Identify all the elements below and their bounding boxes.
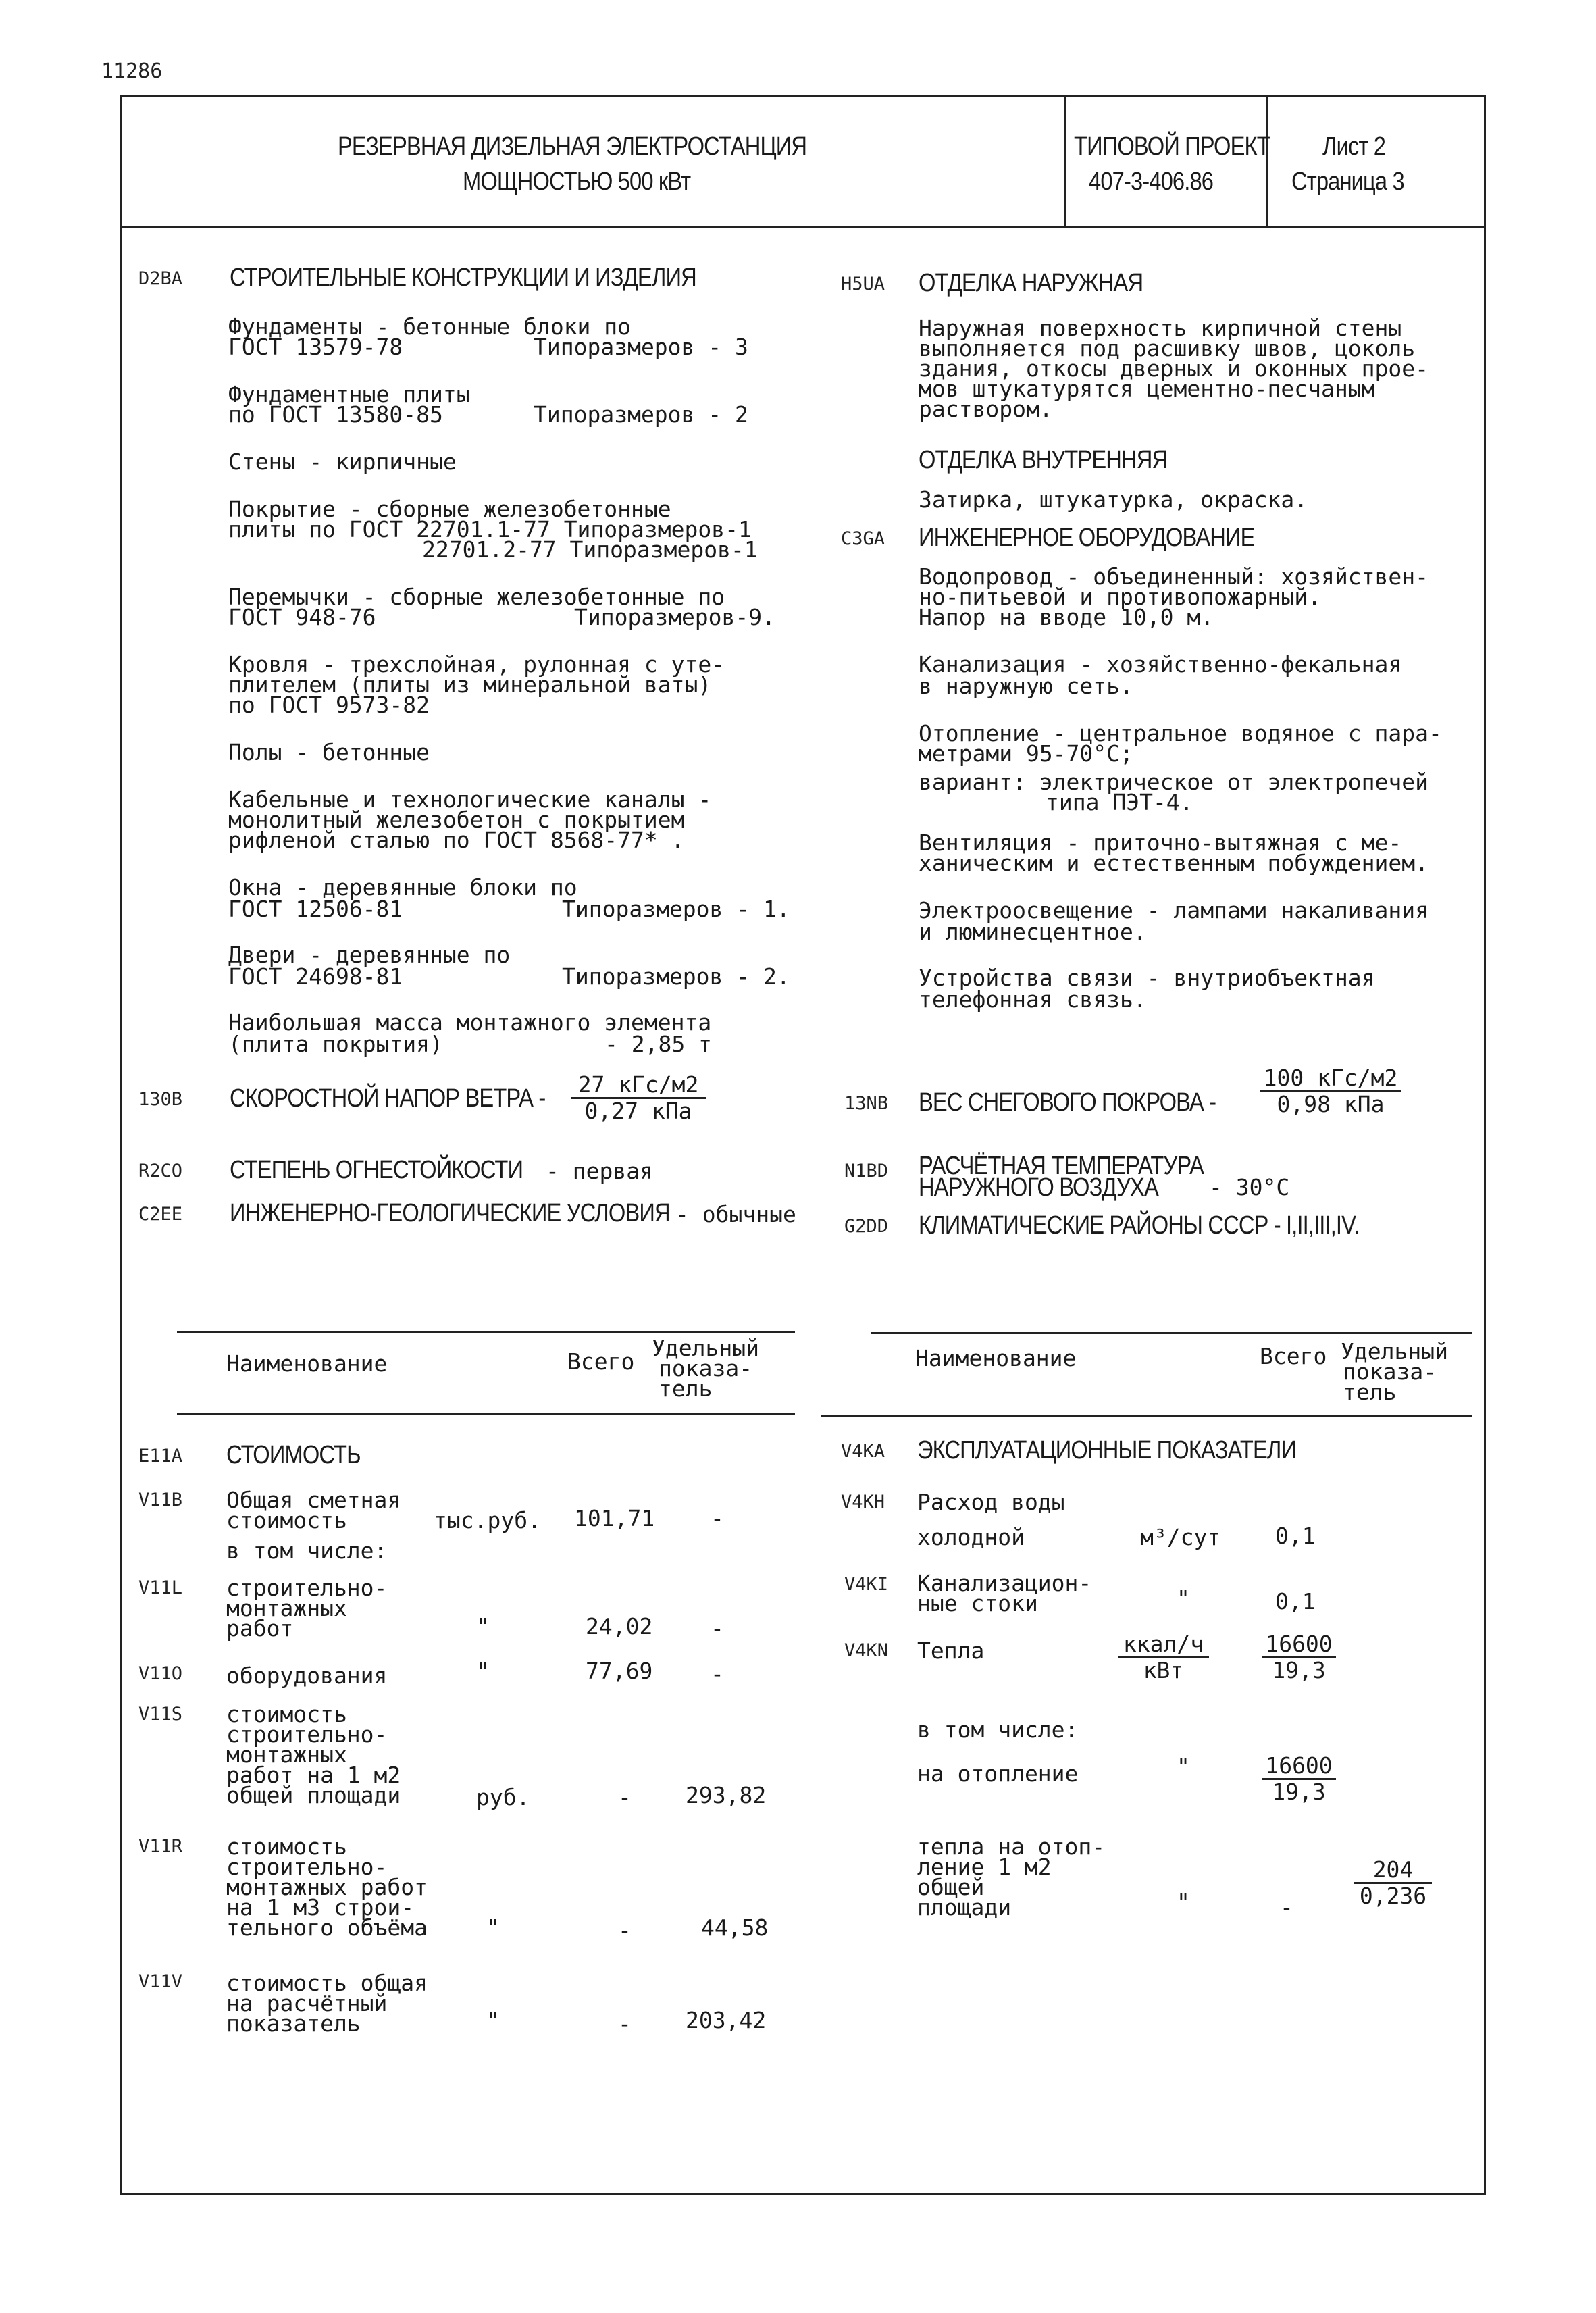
- row3-name: оборудования: [226, 1662, 388, 1689]
- snow-denominator: 0,98 кПа: [1277, 1091, 1385, 1117]
- row2-total: 24,02: [586, 1613, 653, 1640]
- project-label: ТИПОВОЙ ПРОЕКТ: [1074, 132, 1270, 161]
- code-temperature: N1BD: [844, 1161, 889, 1181]
- fraction-heating-total: [1262, 1752, 1336, 1805]
- sheet-number: Лист 2: [1322, 132, 1386, 161]
- text-light-2: и люминесцентное.: [919, 919, 1147, 945]
- text-foundations-1: Фундаменты - бетонные блоки по: [228, 313, 632, 340]
- page-number: Страница 3: [1291, 168, 1404, 196]
- code-wind: 130B: [138, 1089, 183, 1110]
- text-vent-1: Вентиляция - приточно-вытяжная с ме-: [919, 830, 1402, 856]
- row-incl-right: в том числе:: [917, 1717, 1079, 1743]
- label-snow: ВЕС СНЕГОВОГО ПОКРОВА -: [919, 1088, 1216, 1117]
- text-cable-2: монолитный железобетон с покрытием: [228, 807, 685, 833]
- text-doors-sizes: Типоразмеров - 2.: [562, 963, 790, 990]
- heat-m2-spec-denominator: 0,236: [1359, 1883, 1427, 1909]
- water-use-name-2: холодной: [917, 1524, 1025, 1550]
- text-doors-1: Двери - деревянные по: [228, 942, 511, 968]
- text-water-1: Водопровод - объединенный: хозяйствен-: [919, 563, 1428, 590]
- label-geology: ИНЖЕНЕРНО-ГЕОЛОГИЧЕСКИЕ УСЛОВИЯ: [230, 1199, 670, 1227]
- row5-total: -: [618, 1917, 632, 1943]
- text-mass-2: (плита покрытия): [228, 1031, 443, 1057]
- heat-m2-total: -: [1280, 1894, 1293, 1921]
- text-foundations-2-sizes: Типоразмеров - 2: [534, 401, 748, 428]
- text-inner: Затирка, штукатурка, окраска.: [919, 486, 1308, 513]
- wind-denominator: 0,27 кПа: [584, 1098, 692, 1124]
- heat-m2-unit: ": [1177, 1889, 1190, 1915]
- table-right-header-spec-1: Удельный: [1341, 1338, 1448, 1365]
- code-geology: C2EE: [138, 1204, 183, 1225]
- text-walls: Стены - кирпичные: [228, 449, 457, 475]
- row3-total: 77,69: [586, 1658, 653, 1684]
- row1-spec: -: [711, 1505, 724, 1531]
- text-roofing-1: Покрытие - сборные железобетонные: [228, 496, 671, 522]
- header-divider: [120, 226, 1486, 228]
- heat-m2-name-3: общей: [917, 1874, 985, 1900]
- text-sewer-1: Канализация - хозяйственно-фекальная: [919, 651, 1402, 678]
- snow-numerator: 100 кГс/м2: [1260, 1067, 1401, 1092]
- text-heating-3: вариант: электрическое от электропечей: [919, 769, 1428, 795]
- row3-unit: ": [476, 1658, 490, 1684]
- header-title-line1: РЕЗЕРВНАЯ ДИЗЕЛЬНАЯ ЭЛЕКТРОСТАНЦИЯ: [338, 132, 807, 161]
- text-lintels-sizes: Типоразмеров-9.: [574, 604, 776, 630]
- heating-total-numerator: 16600: [1262, 1755, 1336, 1780]
- text-water-3: Напор на вводе 10,0 м.: [919, 604, 1214, 630]
- heat-unit-denominator: кВт: [1143, 1657, 1184, 1683]
- value-geology: - обычные: [675, 1201, 796, 1227]
- code-outer-finish: H5UA: [841, 274, 885, 295]
- text-roof-3: по ГОСТ 9573-82: [228, 692, 430, 718]
- row1-unit: тыс.руб.: [434, 1507, 541, 1533]
- table-left-header-spec-1: Удельный: [652, 1335, 759, 1361]
- frame-left: [120, 95, 122, 2195]
- frame-top: [120, 95, 1486, 97]
- text-mass-value: - 2,85 т: [604, 1031, 712, 1057]
- section-title-inner-finish: ОТДЕЛКА ВНУТРЕННЯЯ: [919, 446, 1168, 474]
- code-cost-row5: V11R: [138, 1836, 183, 1857]
- row4-name-2: строительно-: [226, 1721, 388, 1748]
- row1-total: 101,71: [574, 1505, 655, 1531]
- label-wind: СКОРОСТНОЙ НАПОР ВЕТРА -: [230, 1084, 546, 1113]
- row5-unit: ": [486, 1914, 500, 1941]
- section-title-constructions: СТРОИТЕЛЬНЫЕ КОНСТРУКЦИИ И ИЗДЕЛИЯ: [230, 263, 696, 292]
- code-operations: V4KA: [841, 1441, 885, 1462]
- sewage-unit: ": [1177, 1585, 1190, 1611]
- text-outer-3: здания, откосы дверных и оконных прое-: [919, 355, 1428, 382]
- code-sewage: V4KI: [844, 1574, 889, 1595]
- text-outer-4: мов штукатурятся цементно-песчаным: [919, 376, 1375, 402]
- row2-name-3: работ: [226, 1615, 294, 1642]
- row4-total: -: [618, 1784, 632, 1810]
- row1-name-1: Общая сметная: [226, 1487, 401, 1513]
- row5-name-5: тельного объёма: [226, 1914, 428, 1941]
- row2-name-1: строительно-: [226, 1575, 388, 1601]
- text-floors: Полы - бетонные: [228, 739, 430, 765]
- heat-m2-name-1: тепла на отоп-: [917, 1833, 1106, 1860]
- row3-spec: -: [711, 1660, 724, 1687]
- text-outer-2: выполняется под расшивку швов, цоколь: [919, 335, 1416, 361]
- text-mass-1: Наибольшая масса монтажного элемента: [228, 1009, 712, 1036]
- row6-name-1: стоимость общая: [226, 1970, 428, 1996]
- row4-name-4: работ на 1 м2: [226, 1762, 401, 1788]
- document-number: 11286: [101, 59, 163, 83]
- text-outer-1: Наружная поверхность кирпичной стены: [919, 315, 1402, 341]
- sewage-name-1: Канализацион-: [917, 1570, 1092, 1596]
- label-temperature-1: РАСЧЁТНАЯ ТЕМПЕРАТУРА: [919, 1152, 1204, 1180]
- heating-unit: ": [1177, 1754, 1190, 1780]
- text-roof-1: Кровля - трехслойная, рулонная с уте-: [228, 651, 725, 678]
- row-incl-left: в том числе:: [226, 1537, 388, 1564]
- text-heating-1: Отопление - центральное водяное с пара-: [919, 720, 1442, 746]
- heat-total-numerator: 16600: [1262, 1633, 1336, 1658]
- text-comm-2: телефонная связь.: [919, 986, 1147, 1013]
- code-fire: R2CO: [138, 1161, 183, 1181]
- table-right-header-spec-2: показа-: [1343, 1358, 1437, 1385]
- text-comm-1: Устройства связи - внутриобъектная: [919, 965, 1375, 991]
- section-title-outer-finish: ОТДЕЛКА НАРУЖНАЯ: [919, 269, 1143, 297]
- heat-m2-spec-numerator: 204: [1354, 1859, 1432, 1884]
- text-foundations-1-sizes: Типоразмеров - 3: [534, 334, 748, 360]
- label-temperature-2: НАРУЖНОГО ВОЗДУХА: [919, 1173, 1158, 1202]
- table-left-header-name: Наименование: [226, 1350, 388, 1377]
- code-cost-row2: V11L: [138, 1577, 183, 1598]
- project-number: 407-3-406.86: [1089, 168, 1214, 196]
- table-right-header-rule: [821, 1415, 1472, 1417]
- code-cost-row4: V11S: [138, 1704, 183, 1725]
- text-lintels-gost: ГОСТ 948-76: [228, 604, 376, 630]
- table-left-header-rule: [177, 1413, 795, 1415]
- value-temperature: - 30°С: [1209, 1174, 1290, 1200]
- row5-name-1: стоимость: [226, 1833, 347, 1860]
- frame-bottom: [120, 2193, 1486, 2195]
- table-left-top-rule: [177, 1331, 795, 1333]
- value-fire: - первая: [546, 1158, 653, 1184]
- text-roofing-2: плиты по ГОСТ 22701.1-77 Типоразмеров-1: [228, 516, 752, 542]
- code-climate: G2DD: [844, 1216, 889, 1237]
- water-use-unit: м³/сут: [1140, 1524, 1221, 1550]
- heat-unit-numerator: ккал/ч: [1118, 1633, 1209, 1658]
- text-water-2: но-питьевой и противопожарный.: [919, 584, 1322, 610]
- row5-name-3: монтажных работ: [226, 1874, 428, 1900]
- text-windows-1: Окна - деревянные блоки по: [228, 874, 577, 900]
- table-right-header-total: Всего: [1260, 1343, 1327, 1369]
- row2-spec: -: [711, 1615, 724, 1642]
- wind-numerator: 27 кГс/м2: [571, 1074, 706, 1099]
- label-fire: СТЕПЕНЬ ОГНЕСТОЙКОСТИ: [230, 1156, 523, 1184]
- row5-name-2: строительно-: [226, 1854, 388, 1880]
- row4-name-5: общей площади: [226, 1782, 401, 1808]
- row1-name-2: стоимость: [226, 1507, 347, 1533]
- text-windows-gost: ГОСТ 12506-81: [228, 896, 403, 922]
- table-right-header-name: Наименование: [915, 1345, 1077, 1371]
- text-foundations-2: Фундаментные плиты: [228, 381, 470, 407]
- text-cable-3: рифленой сталью по ГОСТ 8568-77* .: [228, 827, 685, 853]
- text-heating-2: метрами 95-70°С;: [919, 740, 1133, 767]
- text-sewer-2: в наружную сеть.: [919, 673, 1133, 699]
- heating-name: на отопление: [917, 1760, 1079, 1787]
- row2-unit: ": [476, 1613, 490, 1640]
- heating-total-denominator: 19,3: [1272, 1779, 1326, 1805]
- header-col1: [1064, 95, 1066, 227]
- text-roof-2: плителем (плиты из минеральной ваты): [228, 671, 712, 698]
- fraction-heat-total: [1262, 1633, 1336, 1681]
- row4-name-3: монтажных: [226, 1742, 347, 1768]
- text-roofing-3: 22701.2-77 Типоразмеров-1: [422, 536, 758, 563]
- sewage-total: 0,1: [1275, 1588, 1316, 1615]
- heat-m2-name-4: площади: [917, 1894, 1012, 1921]
- table-left-header-spec-2: показа-: [659, 1355, 753, 1381]
- row6-spec: 203,42: [686, 2007, 767, 2033]
- header-title-line2: МОЩНОСТЬЮ 500 кВт: [463, 168, 691, 196]
- table-left-header-spec-3: тель: [659, 1375, 713, 1402]
- row4-spec: 293,82: [686, 1782, 767, 1808]
- text-heating-4: типа ПЭТ-4.: [1046, 789, 1193, 815]
- text-windows-sizes: Типоразмеров - 1.: [562, 896, 790, 922]
- sewage-name-2: ные стоки: [917, 1590, 1038, 1617]
- fraction-heat-m2-spec: [1354, 1856, 1432, 1909]
- fraction-wind: [571, 1071, 706, 1124]
- text-lintels-1: Перемычки - сборные железобетонные по: [228, 584, 725, 610]
- text-foundations-2-gost: по ГОСТ 13580-85: [228, 401, 443, 428]
- row6-name-3: показатель: [226, 2010, 361, 2037]
- row6-name-2: на расчётный: [226, 1990, 388, 2016]
- row4-name-1: стоимость: [226, 1701, 347, 1727]
- code-heat: V4KN: [844, 1640, 889, 1661]
- frame-right: [1484, 95, 1486, 2195]
- section-title-engineering: ИНЖЕНЕРНОЕ ОБОРУДОВАНИЕ: [919, 524, 1255, 552]
- water-use-total: 0,1: [1275, 1523, 1316, 1549]
- row4-unit: руб.: [476, 1784, 530, 1810]
- water-use-name-1: Расход воды: [917, 1489, 1065, 1515]
- section-title-operations: ЭКСПЛУАТАЦИОННЫЕ ПОКАЗАТЕЛИ: [917, 1436, 1297, 1465]
- text-cable-1: Кабельные и технологические каналы -: [228, 786, 712, 813]
- code-cost: E11A: [138, 1446, 183, 1467]
- row6-unit: ": [486, 2007, 500, 2033]
- code-cost-row6: V11V: [138, 1971, 183, 1992]
- row5-spec: 44,58: [701, 1914, 769, 1941]
- heat-m2-name-2: ление 1 м2: [917, 1854, 1052, 1880]
- row2-name-2: монтажных: [226, 1595, 347, 1621]
- label-climate: КЛИМАТИЧЕСКИЕ РАЙОНЫ СССР - I,II,III,IV.: [919, 1211, 1360, 1240]
- code-cost-row1: V11B: [138, 1490, 183, 1510]
- section-title-cost: СТОИМОСТЬ: [226, 1441, 361, 1469]
- fraction-snow: [1260, 1067, 1401, 1115]
- text-light-1: Электроосвещение - лампами накаливания: [919, 897, 1428, 923]
- fraction-heat-unit: [1118, 1633, 1209, 1681]
- text-foundations-1-gost: ГОСТ 13579-78: [228, 334, 403, 360]
- text-vent-2: ханическим и естественным побуждением.: [919, 850, 1428, 876]
- row6-total: -: [618, 2010, 632, 2037]
- table-right-header-spec-3: тель: [1343, 1379, 1397, 1405]
- code-snow: 13NB: [844, 1093, 889, 1114]
- table-right-top-rule: [871, 1332, 1472, 1334]
- code-constructions: D2BA: [138, 268, 183, 289]
- code-water-use: V4KH: [841, 1492, 885, 1513]
- code-cost-row3: V11O: [138, 1663, 183, 1684]
- text-doors-gost: ГОСТ 24698-81: [228, 963, 403, 990]
- table-left-header-total: Всего: [567, 1348, 635, 1375]
- heat-name: Тепла: [917, 1637, 985, 1664]
- code-engineering: C3GA: [841, 528, 885, 549]
- heat-total-denominator: 19,3: [1272, 1657, 1326, 1683]
- row5-name-4: на 1 м3 строи-: [226, 1894, 415, 1921]
- text-outer-5: раствором.: [919, 396, 1053, 422]
